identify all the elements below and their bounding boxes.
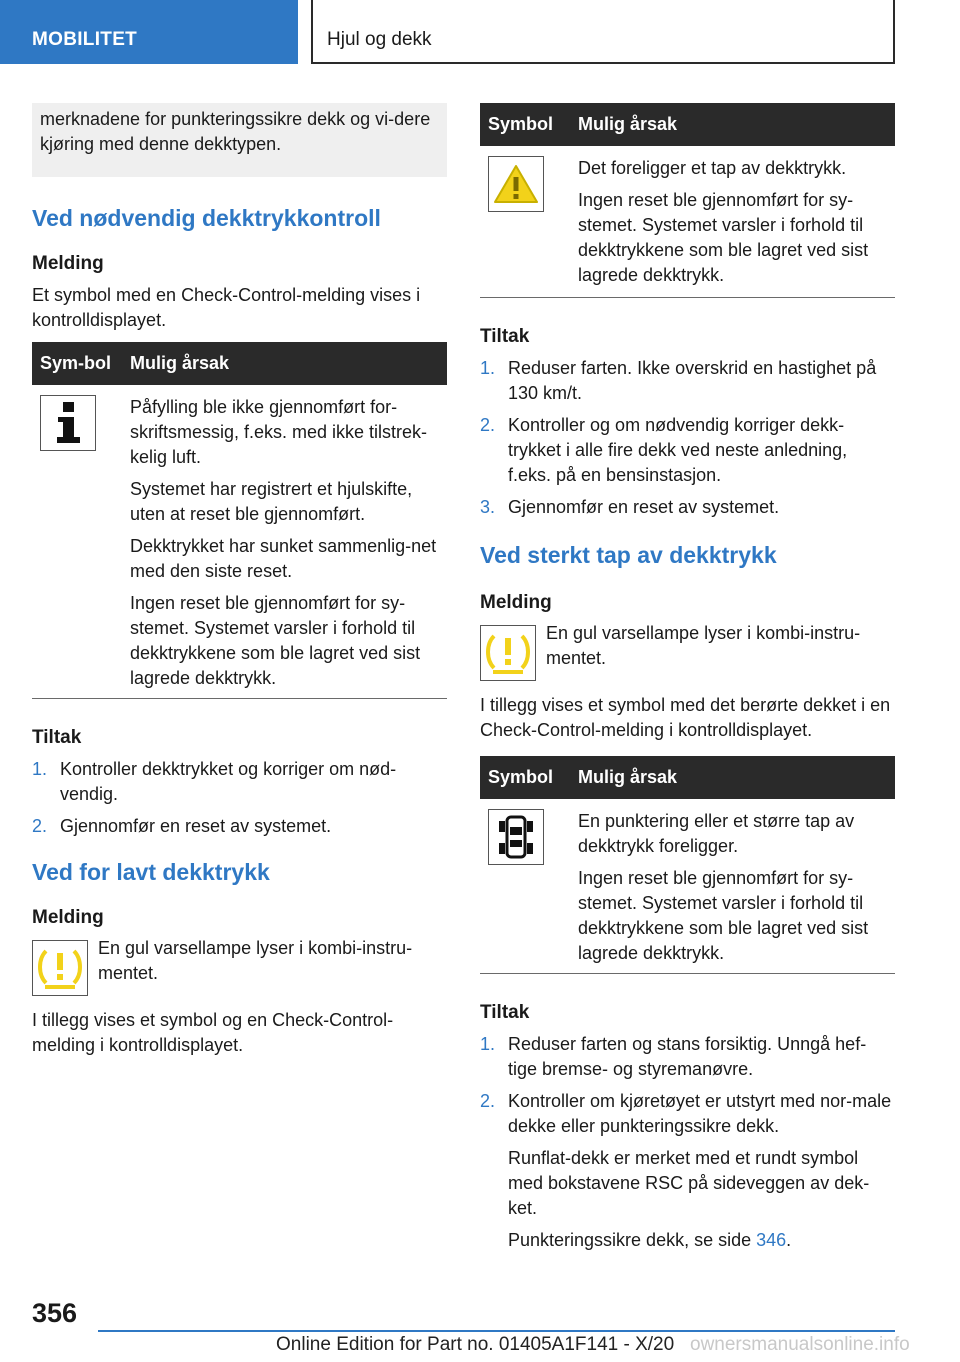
step-text: Kontroller om kjøretøyet er utstyrt med nor-male dekke eller punkteringssikre dekk. xyxy=(508,1091,892,1136)
cause-text: En punktering eller et større tap av dekktrykk foreligger. xyxy=(578,811,855,856)
reference-suffix: . xyxy=(786,1230,792,1250)
action-steps xyxy=(32,757,447,839)
edition-text: Online Edition for Part no. 01405A1F141 - X/20 xyxy=(276,1334,675,1355)
symbol-cell xyxy=(32,385,122,699)
step-text: Gjennomfør en reset av systemet. xyxy=(508,497,780,517)
column-header-cause: Mulig årsak xyxy=(570,756,895,799)
table-row xyxy=(32,385,447,699)
warning-lamp-row xyxy=(32,936,447,996)
step-text: Kontroller dekktrykket og korriger om nød-vendig. xyxy=(60,759,397,804)
cause-text: Systemet har registrert et hjulskifte, uten at reset ble gjennomført. xyxy=(130,479,413,524)
warning-lamp-text: En gul varsellampe lyser i kombi-instru-mentet. xyxy=(546,623,861,668)
subheading-tiltak: Tiltak xyxy=(32,727,82,748)
tyre-pressure-warning-icon xyxy=(32,940,88,996)
warning-lamp-row xyxy=(480,621,895,681)
cause-cell xyxy=(570,799,895,974)
info-icon xyxy=(40,395,96,451)
action-steps xyxy=(480,356,895,520)
cause-text: Ingen reset ble gjennomført for sy-stemet. Systemet varsler i forhold til dekktrykkene som ble lagret ved sist lagrede dekktrykk. xyxy=(578,190,869,285)
continuation-note: merknadene for punkteringssikre dekk og vi-dere kjøring med denne dekktypen. xyxy=(32,103,447,177)
right-column xyxy=(480,103,895,1260)
table-row xyxy=(480,799,895,974)
column-header-symbol: Symbol xyxy=(480,756,570,799)
list-item xyxy=(32,757,447,807)
page-number: 356 xyxy=(32,1298,78,1328)
watermark: ownersmanualsonline.info xyxy=(690,1334,910,1355)
page-link[interactable]: 346 xyxy=(756,1230,787,1250)
action-steps xyxy=(480,1032,895,1253)
chapter-title: Hjul og dekk xyxy=(311,0,895,64)
subheading-tiltak: Tiltak xyxy=(480,326,530,347)
section-title-low-pressure: Ved for lavt dekktrykk xyxy=(32,859,270,885)
warning-triangle-icon xyxy=(488,156,544,212)
list-item xyxy=(480,1032,895,1082)
cause-text: Ingen reset ble gjennomført for sy-stemet. Systemet varsler i forhold til dekktrykkene som ble lagret ved sist lagrede dekktrykk. xyxy=(130,593,421,688)
cause-text: Det foreligger et tap av dekktrykk. xyxy=(578,158,847,178)
subheading-tiltak: Tiltak xyxy=(480,1002,530,1023)
message-extra: I tillegg vises et symbol med det berørte dekket i en Check-Control-melding i kontrolldisplayet. xyxy=(480,695,891,740)
section-title-severe-loss: Ved sterkt tap av dekktrykk xyxy=(480,542,777,568)
step-text: Kontroller og om nødvendig korriger dekk-trykket i alle fire dekk ved neste anledning, f.eks. på en bensinstasjon. xyxy=(508,415,848,485)
step-text: Gjennomfør en reset av systemet. xyxy=(60,816,332,836)
table-row xyxy=(480,146,895,298)
list-item xyxy=(480,1089,895,1253)
step-detail: Runflat-dekk er merket med et rundt symbol med bokstavene RSC på sideveggen av dek-ket. xyxy=(508,1148,870,1218)
step-detail-reference xyxy=(508,1228,895,1253)
footer-divider xyxy=(98,1330,895,1332)
symbol-cell xyxy=(480,799,570,974)
cause-cell xyxy=(122,385,447,699)
tyre-pressure-warning-icon xyxy=(480,625,536,681)
cause-text: Påfylling ble ikke gjennomført for-skriftsmessig, f.eks. med ikke tilstrek-kelig luft. xyxy=(130,397,428,467)
cause-cell xyxy=(570,146,895,298)
step-number: 2. xyxy=(480,1091,496,1111)
car-tyre-icon xyxy=(488,809,544,865)
cause-text: Dekktrykket har sunket sammenlig-net med den siste reset. xyxy=(130,536,437,581)
left-column xyxy=(32,103,447,1058)
subheading-melding: Melding xyxy=(480,592,552,613)
step-number: 2. xyxy=(32,816,48,836)
symbol-cell xyxy=(480,146,570,298)
column-header-cause: Mulig årsak xyxy=(122,342,447,385)
column-header-symbol: Symbol xyxy=(480,103,570,146)
subheading-melding: Melding xyxy=(32,253,104,274)
list-item xyxy=(480,495,895,520)
reference-text: Punkteringssikre dekk, se side xyxy=(508,1230,757,1250)
list-item xyxy=(32,814,447,839)
symbol-cause-table xyxy=(32,342,447,699)
section-tab: MOBILITET xyxy=(0,0,298,64)
step-text: Reduser farten. Ikke overskrid en hastighet på 130 km/t. xyxy=(508,358,877,403)
step-number: 3. xyxy=(480,497,496,517)
step-number: 1. xyxy=(480,1034,496,1054)
list-item xyxy=(480,356,895,406)
message-extra: I tillegg vises et symbol og en Check-Control-melding i kontrolldisplayet. xyxy=(32,1010,394,1055)
subheading-melding: Melding xyxy=(32,907,104,928)
symbol-cause-table xyxy=(480,103,895,298)
step-text: Reduser farten og stans forsiktig. Unngå hef-tige bremse- og styremanøvre. xyxy=(508,1034,867,1079)
column-header-cause: Mulig årsak xyxy=(570,103,895,146)
warning-lamp-text: En gul varsellampe lyser i kombi-instru-mentet. xyxy=(98,938,413,983)
step-number: 1. xyxy=(32,759,48,779)
step-number: 2. xyxy=(480,415,496,435)
step-number: 1. xyxy=(480,358,496,378)
list-item xyxy=(480,413,895,488)
cause-text: Ingen reset ble gjennomført for sy-stemet. Systemet varsler i forhold til dekktrykkene som ble lagret ved sist lagrede dekktrykk. xyxy=(578,868,869,963)
section-title-required-check: Ved nødvendig dekktrykkontroll xyxy=(32,205,381,231)
column-header-symbol: Sym-bol xyxy=(32,342,122,385)
message-intro: Et symbol med en Check-Control-melding vises i kontrolldisplayet. xyxy=(32,285,421,330)
symbol-cause-table xyxy=(480,756,895,974)
